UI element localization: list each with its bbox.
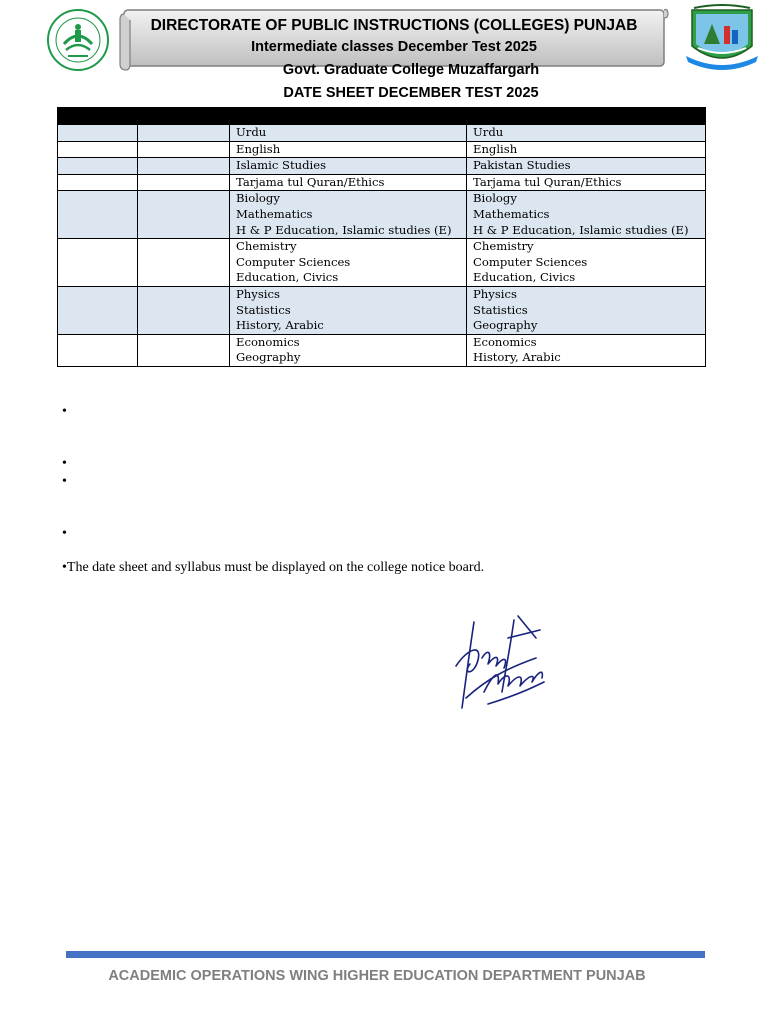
subject-text: H & P Education, Islamic studies (E): [473, 222, 689, 237]
table-header-row: [58, 108, 706, 125]
subject-text: History, Arabic: [473, 350, 561, 365]
cell-date: [58, 191, 138, 239]
subject-text: Tarjama tul Quran/Ethics: [236, 174, 385, 189]
table-row: [58, 125, 706, 142]
cell-first-year-subjects: [230, 158, 467, 175]
bullet: •: [62, 474, 67, 489]
cell-day: [138, 174, 230, 191]
cell-day: [138, 334, 230, 366]
cell-first-year-subjects: [230, 191, 467, 239]
footer-bar: [66, 951, 705, 958]
cell-day: [138, 239, 230, 287]
subject-text: Mathematics: [473, 206, 550, 221]
cell-day: [138, 191, 230, 239]
subject-text: Chemistry: [473, 239, 534, 254]
bullet: •: [62, 456, 67, 471]
subject-text: Computer Sciences: [236, 254, 351, 269]
subject-text: Geography: [236, 350, 301, 365]
subject-text: Islamic Studies: [236, 158, 327, 173]
date-sheet-title: DATE SHEET DECEMBER TEST 2025: [283, 85, 539, 101]
date-sheet-table: [57, 107, 706, 367]
bullet: •: [62, 526, 67, 541]
footer-text: ACADEMIC OPERATIONS WING HIGHER EDUCATION DEPARTMENT PUNJAB: [108, 968, 646, 984]
notice-board-note: [62, 558, 484, 578]
cell-date: [58, 158, 138, 175]
cell-second-year-subjects: [467, 334, 706, 366]
cell-second-year-subjects: [467, 174, 706, 191]
subject-text: Tarjama tul Quran/Ethics: [473, 174, 622, 189]
subject-text: Biology: [473, 191, 517, 206]
subject-text: Economics: [473, 334, 537, 349]
cell-day: [138, 125, 230, 142]
table-row: [58, 191, 706, 239]
cell-date: [58, 174, 138, 191]
header-cell-day: [138, 108, 230, 125]
cell-first-year-subjects: [230, 125, 467, 142]
subject-text: Computer Sciences: [473, 254, 588, 269]
cell-day: [138, 141, 230, 158]
subject-text: Economics: [236, 334, 300, 349]
header-cell-first-year: [230, 108, 467, 125]
header-cell-second-year: [467, 108, 706, 125]
cell-day: [138, 158, 230, 175]
subject-text: Urdu: [473, 125, 504, 139]
subject-text: Urdu: [236, 125, 267, 139]
table-row: [58, 174, 706, 191]
cell-date: [58, 141, 138, 158]
cell-second-year-subjects: [467, 158, 706, 175]
subject-text: Biology: [236, 191, 280, 206]
subject-text: Physics: [473, 286, 517, 301]
cell-first-year-subjects: [230, 286, 467, 334]
signature: [448, 608, 552, 714]
test-subtitle: Intermediate classes December Test 2025: [251, 39, 537, 55]
cell-date: [58, 286, 138, 334]
subject-text: Education, Civics: [473, 270, 576, 285]
cell-second-year-subjects: [467, 239, 706, 287]
subject-text: History, Arabic: [236, 318, 324, 333]
subject-text: English: [473, 141, 518, 156]
subject-text: Pakistan Studies: [473, 158, 571, 173]
table-row: [58, 334, 706, 366]
bullet: •: [62, 404, 67, 419]
cell-second-year-subjects: [467, 191, 706, 239]
cell-second-year-subjects: [467, 125, 706, 142]
table-row: [58, 141, 706, 158]
subject-text: Statistics: [473, 302, 528, 317]
bullet: •: [62, 560, 67, 575]
subject-text: Chemistry: [236, 239, 297, 254]
cell-first-year-subjects: [230, 174, 467, 191]
subject-text: Physics: [236, 286, 280, 301]
cell-date: [58, 334, 138, 366]
table-row: [58, 286, 706, 334]
table-row: [58, 158, 706, 175]
cell-date: [58, 125, 138, 142]
cell-first-year-subjects: [230, 239, 467, 287]
subject-text: Education, Civics: [236, 270, 339, 285]
cell-second-year-subjects: [467, 141, 706, 158]
subject-text: English: [236, 141, 281, 156]
subject-text: H & P Education, Islamic studies (E): [236, 222, 452, 237]
cell-day: [138, 286, 230, 334]
cell-first-year-subjects: [230, 141, 467, 158]
directorate-title: DIRECTORATE OF PUBLIC INSTRUCTIONS (COLLEGES) PUNJAB: [150, 17, 638, 34]
header-cell-date: [58, 108, 138, 125]
subject-text: Geography: [473, 318, 538, 333]
note-text: The date sheet and syllabus must be displayed on the college notice board.: [66, 560, 485, 575]
cell-first-year-subjects: [230, 334, 467, 366]
college-name: Govt. Graduate College Muzaffargarh: [282, 62, 540, 78]
subject-text: Mathematics: [236, 206, 313, 221]
cell-date: [58, 239, 138, 287]
table-body: [58, 125, 706, 367]
subject-text: Statistics: [236, 302, 291, 317]
cell-second-year-subjects: [467, 286, 706, 334]
table-row: [58, 239, 706, 287]
